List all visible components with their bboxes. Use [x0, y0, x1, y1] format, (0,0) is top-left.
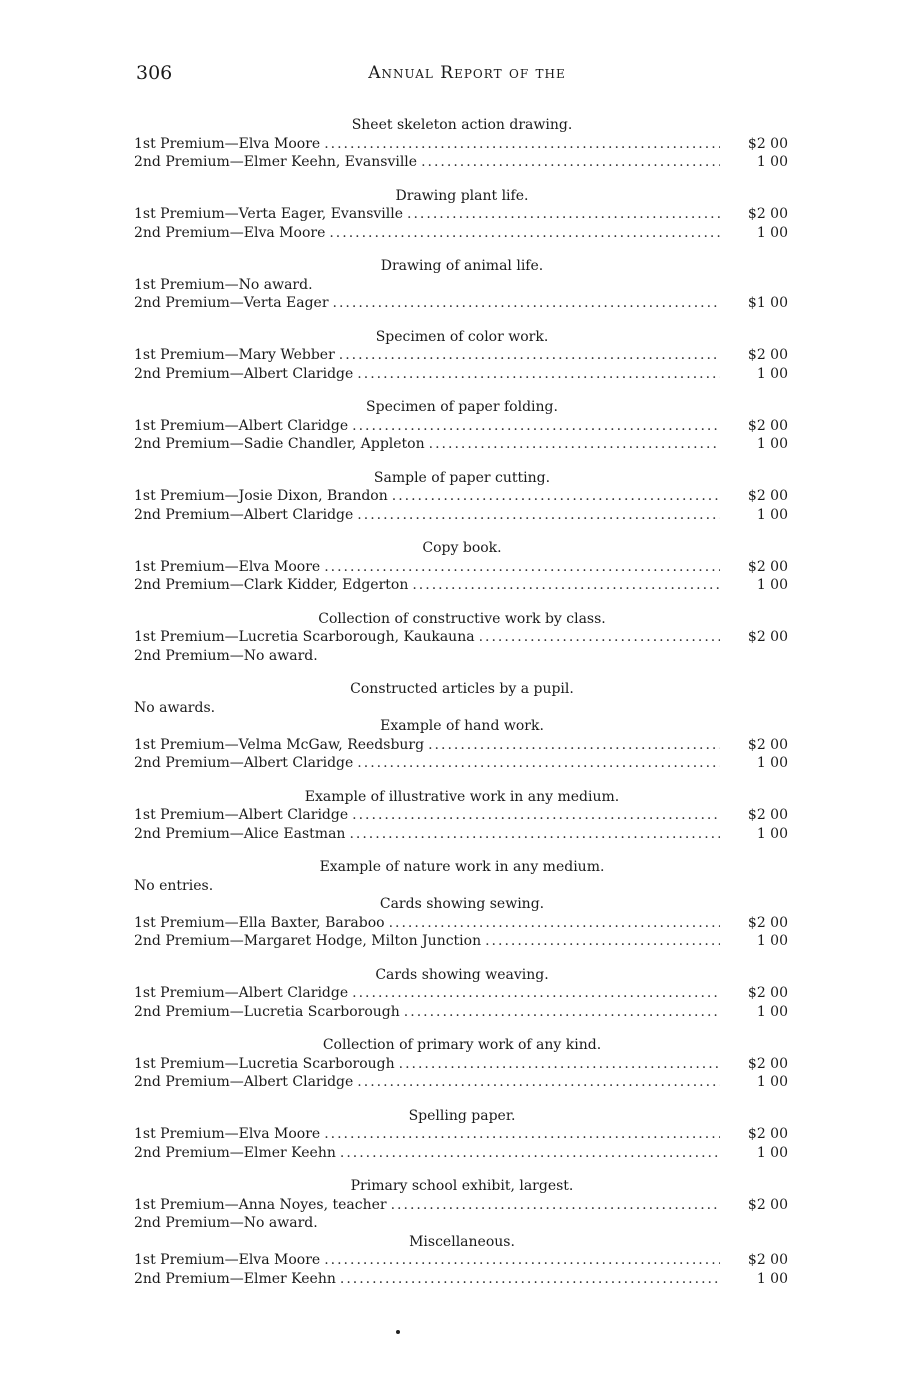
dot-leader	[357, 1073, 720, 1092]
premium-label: 2nd Premium—Clark Kidder, Edgerton	[134, 577, 409, 593]
premium-row	[134, 346, 790, 365]
premium-row	[134, 825, 790, 844]
section-title: Copy book.	[422, 540, 502, 556]
dot-leader	[429, 435, 720, 454]
premium-label: 2nd Premium—Margaret Hodge, Milton Junction	[134, 933, 482, 949]
premium-label: 2nd Premium—Elmer Keehn	[134, 1270, 336, 1287]
page-header	[136, 62, 798, 88]
premium-row	[134, 1270, 790, 1289]
section-title: Example of illustrative work in any medium.	[304, 788, 620, 805]
premium-label: 1st Premium—Mary Webber	[134, 347, 335, 363]
premium-label: 2nd Premium—Verta Eager	[134, 295, 329, 311]
premium-amount: $2 00	[747, 629, 788, 645]
premium-list	[134, 116, 790, 1303]
premium-label: 1st Premium—Elva Moore	[134, 1126, 321, 1142]
premium-row	[134, 736, 790, 755]
premium-row	[134, 1125, 790, 1144]
premium-row	[134, 205, 790, 224]
premium-label: 1st Premium—No award.	[134, 276, 313, 293]
premium-amount: 1 00	[756, 577, 788, 593]
premium-label: 1st Premium—Albert Claridge	[134, 807, 349, 823]
dot-leader	[340, 1144, 720, 1163]
award-section	[134, 328, 790, 384]
premium-row	[134, 1214, 790, 1233]
premium-row	[134, 1055, 790, 1074]
dot-leader	[352, 806, 720, 825]
premium-row	[134, 487, 790, 506]
award-section	[134, 858, 790, 895]
section-title: Collection of primary work of any kind.	[322, 1037, 602, 1053]
section-title: Primary school exhibit, largest.	[350, 1178, 574, 1194]
dot-leader	[407, 205, 720, 224]
award-section	[134, 788, 790, 844]
premium-amount: 1 00	[756, 1074, 788, 1090]
premium-amount: $2 00	[747, 1055, 788, 1072]
premium-label: 2nd Premium—No award.	[134, 1215, 318, 1231]
section-title: Sample of paper cutting.	[373, 469, 551, 486]
premium-amount: $2 00	[747, 1126, 788, 1142]
premium-amount: $2 00	[747, 914, 788, 931]
premium-label: 1st Premium—Elva Moore	[134, 1252, 321, 1268]
premium-amount: 1 00	[756, 365, 788, 382]
award-section	[134, 1036, 790, 1092]
award-section	[134, 966, 790, 1022]
premium-amount: 1 00	[756, 436, 788, 452]
premium-amount: $2 00	[747, 985, 788, 1001]
section-title: Miscellaneous.	[409, 1233, 515, 1250]
premium-label: 2nd Premium—No award.	[134, 647, 318, 664]
premium-amount: 1 00	[756, 224, 788, 241]
page-number: 306	[136, 62, 173, 84]
premium-row	[134, 558, 790, 577]
premium-label: 2nd Premium—Alice Eastman	[134, 825, 346, 842]
premium-label: 2nd Premium—Albert Claridge	[134, 506, 354, 523]
dot-leader	[340, 1270, 720, 1289]
premium-label: 2nd Premium—Lucretia Scarborough	[134, 1003, 400, 1020]
dot-leader	[399, 1055, 720, 1074]
premium-label: 1st Premium—Elva Moore	[134, 558, 321, 575]
award-section	[134, 187, 790, 243]
premium-label: 2nd Premium—Albert Claridge	[134, 1074, 354, 1090]
premium-amount: $2 00	[747, 488, 788, 504]
premium-amount: $2 00	[747, 1196, 788, 1213]
premium-label: 1st Premium—Elva Moore	[134, 135, 321, 152]
dot-leader	[391, 1196, 720, 1215]
premium-row	[134, 754, 790, 773]
premium-label: 1st Premium—Velma McGaw, Reedsburg	[134, 736, 425, 753]
premium-row	[134, 417, 790, 436]
dot-leader	[357, 754, 720, 773]
premium-label: 1st Premium—Josie Dixon, Brandon	[134, 488, 388, 504]
premium-amount: $2 00	[747, 1252, 788, 1268]
award-section	[134, 469, 790, 525]
premium-label: 2nd Premium—Elmer Keehn, Evansville	[134, 154, 418, 170]
premium-row	[134, 435, 790, 454]
print-speck	[396, 1330, 400, 1334]
running-head: Annual Report of the	[368, 63, 566, 83]
premium-row	[134, 932, 790, 951]
dot-leader	[389, 914, 720, 933]
section-title: Drawing plant life.	[395, 187, 529, 204]
section-title: Spelling paper.	[408, 1107, 516, 1124]
section-title: Drawing of animal life.	[380, 258, 544, 274]
award-section	[134, 116, 790, 172]
dot-leader	[357, 506, 720, 525]
dot-leader	[357, 365, 720, 384]
award-section	[134, 680, 790, 717]
award-section	[134, 610, 790, 666]
premium-amount: $2 00	[747, 206, 788, 222]
section-title: Example of hand work.	[380, 718, 544, 734]
premium-row	[134, 1196, 790, 1215]
premium-row	[134, 224, 790, 243]
dot-leader	[392, 487, 720, 506]
premium-amount: $2 00	[747, 736, 788, 753]
dot-leader	[485, 932, 720, 951]
premium-label: 1st Premium—Albert Claridge	[134, 985, 349, 1001]
premium-row	[134, 647, 790, 666]
section-title: Example of nature work in any medium.	[319, 859, 605, 875]
dot-leader	[324, 558, 720, 577]
dot-leader	[404, 1003, 720, 1022]
dot-leader	[324, 1125, 720, 1144]
premium-label: 2nd Premium—Albert Claridge	[134, 755, 354, 771]
section-note: No awards.	[134, 699, 216, 716]
premium-amount: 1 00	[756, 1144, 788, 1161]
premium-amount: 1 00	[756, 154, 788, 170]
premium-amount: $2 00	[747, 135, 788, 152]
premium-row	[134, 294, 790, 313]
premium-label: 2nd Premium—Elva Moore	[134, 224, 326, 241]
premium-amount: $2 00	[747, 347, 788, 363]
premium-amount: 1 00	[756, 933, 788, 949]
section-title: Constructed articles by a pupil.	[350, 681, 574, 697]
premium-row	[134, 135, 790, 154]
premium-label: 2nd Premium—Albert Claridge	[134, 365, 354, 382]
premium-row	[134, 984, 790, 1003]
premium-row	[134, 1251, 790, 1270]
premium-amount: $1 00	[747, 295, 788, 311]
premium-label: 1st Premium—Anna Noyes, teacher	[134, 1196, 387, 1213]
award-section	[134, 257, 790, 313]
award-section	[134, 539, 790, 595]
section-note: No entries.	[134, 877, 214, 894]
section-title: Cards showing weaving.	[375, 966, 549, 983]
dot-leader	[428, 736, 720, 755]
premium-amount: 1 00	[756, 506, 788, 523]
premium-label: 1st Premium—Lucretia Scarborough	[134, 1055, 395, 1072]
premium-row	[134, 506, 790, 525]
premium-row	[134, 806, 790, 825]
premium-row	[134, 628, 790, 647]
section-title: Specimen of paper folding.	[366, 399, 558, 415]
premium-row	[134, 914, 790, 933]
premium-row	[134, 365, 790, 384]
premium-amount: $2 00	[747, 558, 788, 575]
dot-leader	[412, 576, 720, 595]
premium-label: 1st Premium—Lucretia Scarborough, Kaukauna	[134, 629, 475, 645]
dot-leader	[352, 417, 720, 436]
award-section	[134, 1177, 790, 1233]
dot-leader	[324, 135, 720, 154]
dot-leader	[339, 346, 720, 365]
dot-leader	[479, 628, 720, 647]
dot-leader	[352, 984, 720, 1003]
award-section	[134, 1233, 790, 1289]
premium-label: 1st Premium—Ella Baxter, Baraboo	[134, 914, 385, 931]
premium-label: 1st Premium—Verta Eager, Evansville	[134, 206, 404, 222]
dot-leader	[349, 825, 720, 844]
premium-row	[134, 276, 790, 295]
premium-row	[134, 576, 790, 595]
section-title: Cards showing sewing.	[379, 896, 545, 912]
premium-label: 2nd Premium—Elmer Keehn	[134, 1144, 336, 1161]
dot-leader	[329, 224, 720, 243]
award-section	[134, 398, 790, 454]
premium-row	[134, 1003, 790, 1022]
premium-amount: 1 00	[756, 825, 788, 842]
premium-amount: $2 00	[747, 417, 788, 434]
dot-leader	[421, 153, 720, 172]
award-section	[134, 1107, 790, 1163]
premium-row	[134, 1144, 790, 1163]
premium-amount: $2 00	[747, 807, 788, 823]
award-section	[134, 717, 790, 773]
award-section	[134, 895, 790, 951]
premium-row	[134, 153, 790, 172]
dot-leader	[333, 294, 720, 313]
premium-label: 1st Premium—Albert Claridge	[134, 417, 349, 434]
section-title: Sheet skeleton action drawing.	[351, 117, 573, 133]
premium-amount: 1 00	[756, 1003, 788, 1020]
dot-leader	[324, 1251, 720, 1270]
section-title: Collection of constructive work by class.	[318, 610, 606, 627]
premium-label: 2nd Premium—Sadie Chandler, Appleton	[134, 436, 425, 452]
premium-amount: 1 00	[756, 755, 788, 771]
section-title: Specimen of color work.	[375, 328, 549, 345]
premium-amount: 1 00	[756, 1270, 788, 1287]
premium-row	[134, 1073, 790, 1092]
